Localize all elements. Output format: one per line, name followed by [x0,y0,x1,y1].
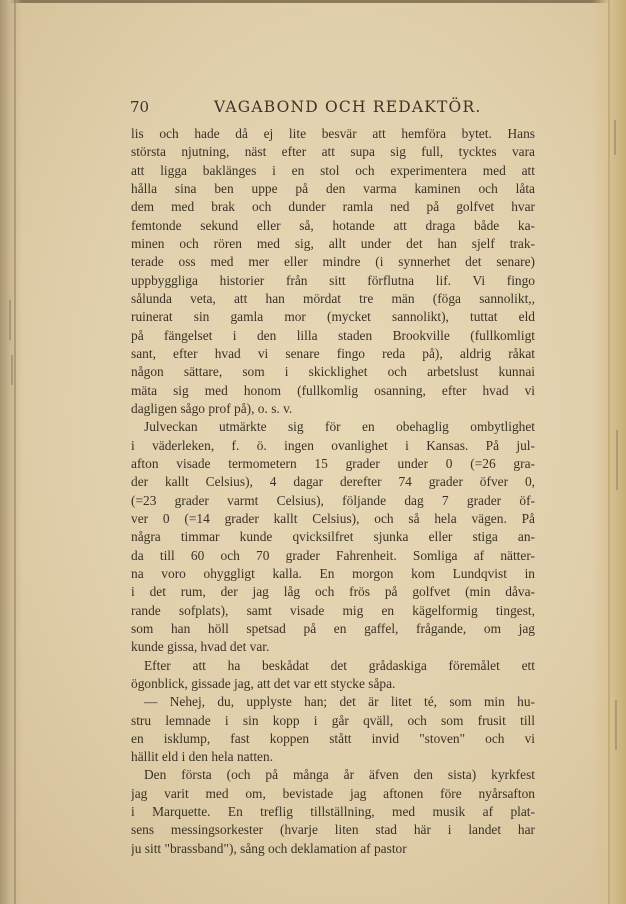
text-line: minen och rören med sig, allt under det han sjelf trak- [131,235,535,251]
text-line: femtonde sekund eller så, hotande att draga både ka- [131,217,535,233]
right-page-edge [608,0,610,904]
text-line: Den första (och på många år äfven den sista) kyrkfest [144,767,535,783]
text-line: hällit eld i den hela natten. [131,749,274,765]
text-line: sant, efter hvad vi senare fingo reda på), aldrig råkat [131,345,535,361]
top-edge-rule [0,0,626,3]
left-page-edge [14,0,16,904]
text-line: stru lemnade i sin kopp i går qväll, och som frusit till [131,712,535,728]
text-line: sens messingsorkester (hvarje liten stad här i landet har [131,822,535,838]
text-line: några timmar kunde qvicksilfret sjunka eller stiga an- [131,529,535,545]
left-binding-shadow [0,0,22,904]
text-line: der kallt Celsius), 4 dagar derefter 74 grader öfver 0, [131,474,535,490]
margin-mark [9,300,11,340]
text-line: ju sitt "brassband"), sång och deklamation af pastor [131,840,407,856]
page-number: 70 [130,98,150,116]
running-title: VAGABOND OCH REDAKTÖR. [214,98,482,116]
margin-mark [616,430,618,490]
text-line: största njutning, näst efter att supa sig full, tycktes vara [131,144,535,160]
body-text [131,125,535,858]
text-line: på fängelset i den lilla staden Brookville (fullkomligt [131,327,535,343]
text-line: som han höll spetsad på en gaffel, frågande, om jag [131,620,535,636]
paragraph [131,418,535,656]
text-line: i det rum, der jag låg och frös på golfvet (min dåva- [131,584,535,600]
paragraph [131,125,535,418]
text-line: terade oss med mer eller mindre (i synnerhet det senare) [131,254,535,270]
text-line: uppbyggliga historier från sitt förflutna lif. Vi fingo [131,272,535,288]
text-line: rande sofplats), samt visade mig en kägelformig tingest, [131,602,535,618]
text-line: dem med brak och dunder ramla ned på golfvet hvar [131,199,535,215]
text-line: na voro ohyggligt kalla. En morgon kom Lundqvist in [131,565,535,581]
text-line: hålla sina ben uppe på den varma kaminen och låta [131,180,535,196]
text-line: en isklump, fast koppen stått invid "stoven" och vi [131,730,535,746]
text-line: ver 0 (=14 grader kallt Celsius), och så hela vägen. På [131,510,535,526]
text-line: att ligga baklänges i en stol och experimentera med att [131,162,535,178]
paragraph [131,766,535,858]
text-line: Efter att ha beskådat det grådaskiga föremålet ett [144,657,535,673]
text-line: ruinerat sin gamla mor (mycket sannolikt), tuttat eld [131,309,535,325]
text-line: i Marquette. En treflig tillställning, med musik af plat- [131,804,535,820]
margin-mark [615,700,617,750]
text-line: kunde gissa, hvad det var. [131,639,270,655]
text-line: — Nehej, du, upplyste han; det är litet té, som min hu- [144,694,535,710]
text-line: i väderleken, f. ö. ingen ovanlighet i Kansas. På jul- [131,437,535,453]
page-header [126,96,546,118]
text-line: Julveckan utmärkte sig för en obehaglig ombytlighet [144,419,535,435]
text-line: da till 60 och 70 grader Fahrenheit. Somliga af nätter- [131,547,535,563]
paragraph [131,657,535,694]
text-line: afton visade termometern 15 grader under 0 (=26 gra- [131,455,535,471]
text-line: ögonblick, gissade jag, att det var ett stycke såpa. [131,675,396,691]
margin-mark [614,120,616,155]
text-line: dagligen sågo prof på), o. s. v. [131,400,293,416]
text-line: (=23 grader varmt Celsius), följande dag 7 grader öf- [131,492,535,508]
text-line: någon sättare, som i skicklighet och arbetslust kunnai [131,364,535,380]
text-line: jag varit med om, bevistade jag aftonen före nyårsafton [131,785,535,801]
text-line: lis och hade då ej lite besvär att hemföra bytet. Hans [131,126,535,141]
text-line: sålunda veta, att han mördat tre män (föga sannolikt,, [131,290,535,306]
paragraph [131,693,535,766]
text-line: mäta sig med honom (fullkomlig osanning, efter hvad vi [131,382,535,398]
margin-mark [11,355,13,385]
